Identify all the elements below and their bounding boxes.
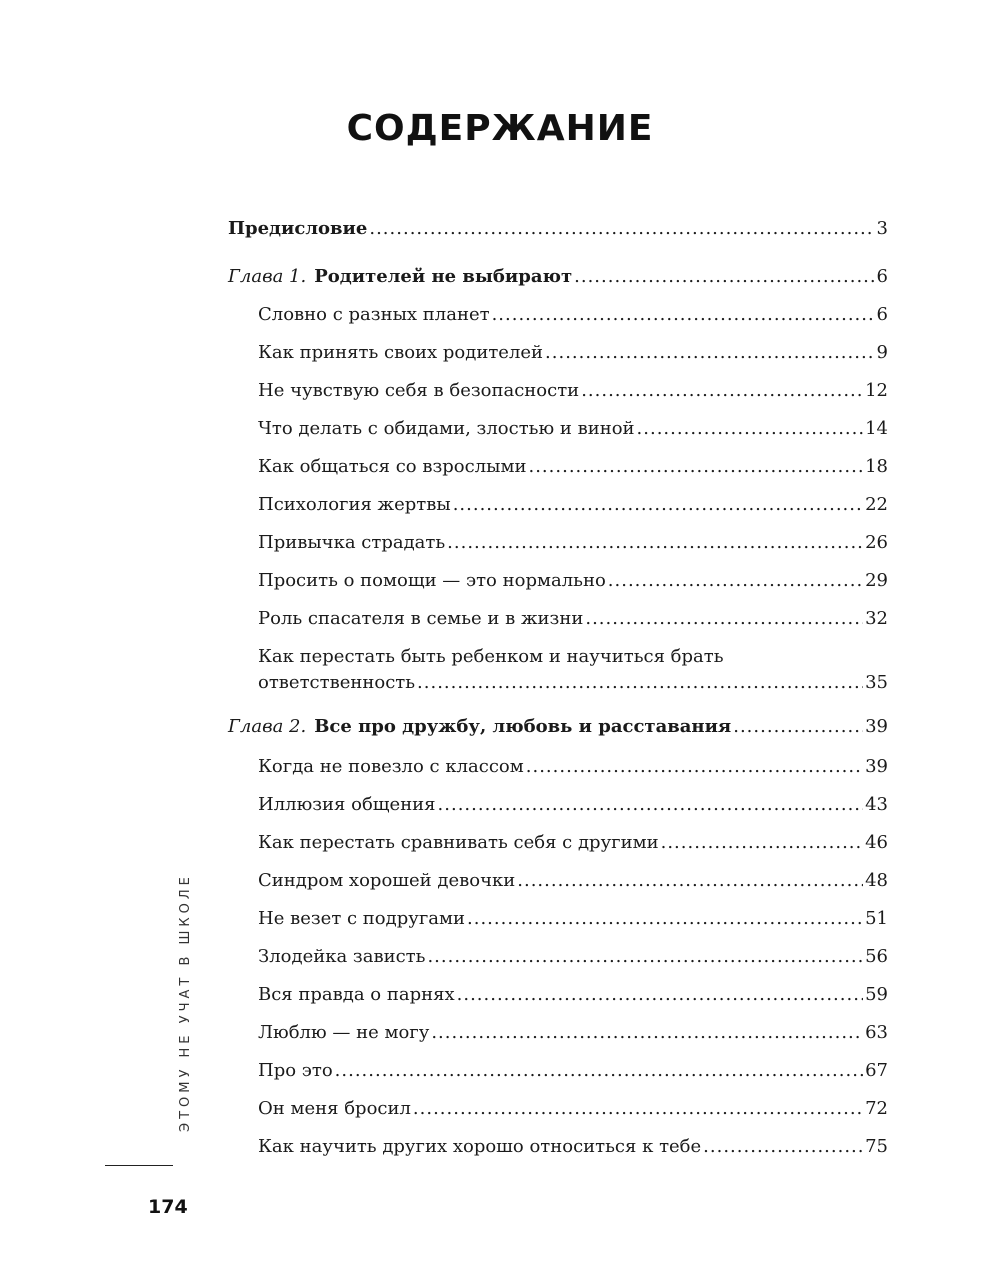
toc-page-number: 26: [865, 532, 888, 553]
toc-entry: [258, 1020, 888, 1046]
toc-entry: [258, 340, 888, 366]
toc-entry: [258, 302, 888, 328]
toc-entry: [258, 982, 888, 1008]
leader-dots: [581, 378, 863, 404]
toc-entry: [258, 944, 888, 970]
toc-entry-label: Синдром хорошей девочки: [258, 870, 516, 891]
leader-dots: [453, 492, 863, 518]
toc-page-number: 6: [876, 266, 888, 287]
leader-dots: [574, 264, 874, 290]
leader-dots: [438, 792, 864, 818]
toc-chapter-label: [228, 714, 731, 740]
leader-dots: [545, 340, 875, 366]
toc-entry-label: Что делать с обидами, злостью и виной: [258, 418, 635, 439]
toc-entry-label: Просить о помощи — это нормально: [258, 570, 606, 591]
toc-page-number: 9: [876, 342, 888, 363]
toc-entry: [258, 1134, 888, 1160]
toc-page-number: 39: [865, 756, 888, 777]
toc-entry-preface: [228, 216, 888, 242]
footer-rule: [105, 1165, 173, 1166]
chapter-prefix: Глава 2.: [228, 716, 307, 737]
toc-page-number: 29: [865, 570, 888, 591]
toc-entry-label: Он меня бросил: [258, 1098, 411, 1119]
toc-page-number: 22: [865, 494, 888, 515]
toc-entry-label: Словно с разных планет: [258, 304, 490, 325]
toc-entry: [258, 792, 888, 818]
toc-entry: [258, 416, 888, 442]
leader-dots: [637, 416, 864, 442]
toc-chapter-1: [228, 264, 888, 290]
toc-entry: [258, 1096, 888, 1122]
leader-dots: [413, 1096, 863, 1122]
leader-dots: [417, 670, 863, 696]
leader-dots: [447, 530, 863, 556]
toc-page-number: 18: [865, 456, 888, 477]
page-title: СОДЕРЖАНИЕ: [346, 108, 654, 149]
leader-dots: [431, 1020, 863, 1046]
toc-page-number: 6: [876, 304, 888, 325]
leader-dots: [526, 754, 863, 780]
toc-entry-label: Как научить других хорошо относиться к тебе: [258, 1136, 702, 1157]
toc-page-number: 3: [876, 218, 888, 239]
toc-page-number: 12: [865, 380, 888, 401]
toc-page-number: 48: [865, 870, 888, 891]
toc-entry: [258, 530, 888, 556]
toc-page-number: 67: [865, 1060, 888, 1081]
toc-entry: [258, 454, 888, 480]
toc-entry: [258, 830, 888, 856]
toc-page-number: 46: [865, 832, 888, 853]
toc-chapter-2: [228, 714, 888, 740]
toc-entry-label: Как перестать сравнивать себя с другими: [258, 832, 659, 853]
leader-dots: [585, 606, 863, 632]
leader-dots: [703, 1134, 863, 1160]
toc-entry: [258, 754, 888, 780]
leader-dots: [369, 216, 874, 242]
toc-page-number: 35: [865, 672, 888, 693]
leader-dots: [528, 454, 863, 480]
toc-chapter-label: [228, 264, 572, 290]
toc-entry-label: Люблю — не могу: [258, 1022, 430, 1043]
toc-page-number: 39: [865, 716, 888, 737]
leader-dots: [492, 302, 875, 328]
toc-entry-label: Про это: [258, 1060, 333, 1081]
leader-dots: [661, 830, 864, 856]
leader-dots: [467, 906, 863, 932]
toc-entry: [258, 606, 888, 632]
toc-page-number: 51: [865, 908, 888, 929]
toc-entry: [258, 378, 888, 404]
toc-entry-label: Не чувствую себя в безопасности: [258, 380, 580, 401]
toc-entry-label: Злодейка зависть: [258, 946, 426, 967]
toc-page-number: 59: [865, 984, 888, 1005]
toc-page-number: 14: [865, 418, 888, 439]
leader-dots: [608, 568, 863, 594]
toc-entry-label: Как общаться со взрослыми: [258, 456, 527, 477]
leader-dots: [427, 944, 863, 970]
toc-entry-two-line: [258, 644, 888, 696]
toc-entry-label: Как принять своих родителей: [258, 342, 544, 363]
toc-entry-label: Привычка страдать: [258, 532, 446, 553]
chapter-title: Родителей не выбирают: [314, 266, 573, 287]
toc-entry: [258, 1058, 888, 1084]
chapter-prefix: Глава 1.: [228, 266, 307, 287]
toc-page-number: 56: [865, 946, 888, 967]
toc-page-number: 75: [865, 1136, 888, 1157]
toc-entry: [258, 868, 888, 894]
toc-entry-line2: [258, 670, 888, 696]
running-head: ЭТОМУ НЕ УЧАТ В ШКОЛЕ: [178, 873, 193, 1132]
leader-dots: [457, 982, 863, 1008]
leader-dots: [733, 714, 863, 740]
toc-entry-label: Иллюзия общения: [258, 794, 436, 815]
toc-entry: [258, 492, 888, 518]
toc-page-number: 63: [865, 1022, 888, 1043]
toc-page-number: 43: [865, 794, 888, 815]
toc-entry: [258, 568, 888, 594]
page-number: 174: [148, 1196, 188, 1218]
leader-dots: [517, 868, 863, 894]
toc-entry-label-line1: Как перестать быть ребенком и научиться брать: [258, 646, 724, 667]
toc-entry-label: Психология жертвы: [258, 494, 451, 515]
toc-page-number: 32: [865, 608, 888, 629]
toc-entry-label: Когда не повезло с классом: [258, 756, 524, 777]
chapter-title: Все про дружбу, любовь и расставания: [314, 716, 732, 737]
toc-entry-label: Не везет с подругами: [258, 908, 465, 929]
leader-dots: [335, 1058, 863, 1084]
toc-entry-label: Роль спасателя в семье и в жизни: [258, 608, 584, 629]
toc-entry: [258, 906, 888, 932]
toc-page-number: 72: [865, 1098, 888, 1119]
toc-entry-label: Вся правда о парнях: [258, 984, 455, 1005]
toc-entry-label-line2: ответственность: [258, 672, 416, 693]
toc-entry-label: Предисловие: [228, 218, 368, 239]
